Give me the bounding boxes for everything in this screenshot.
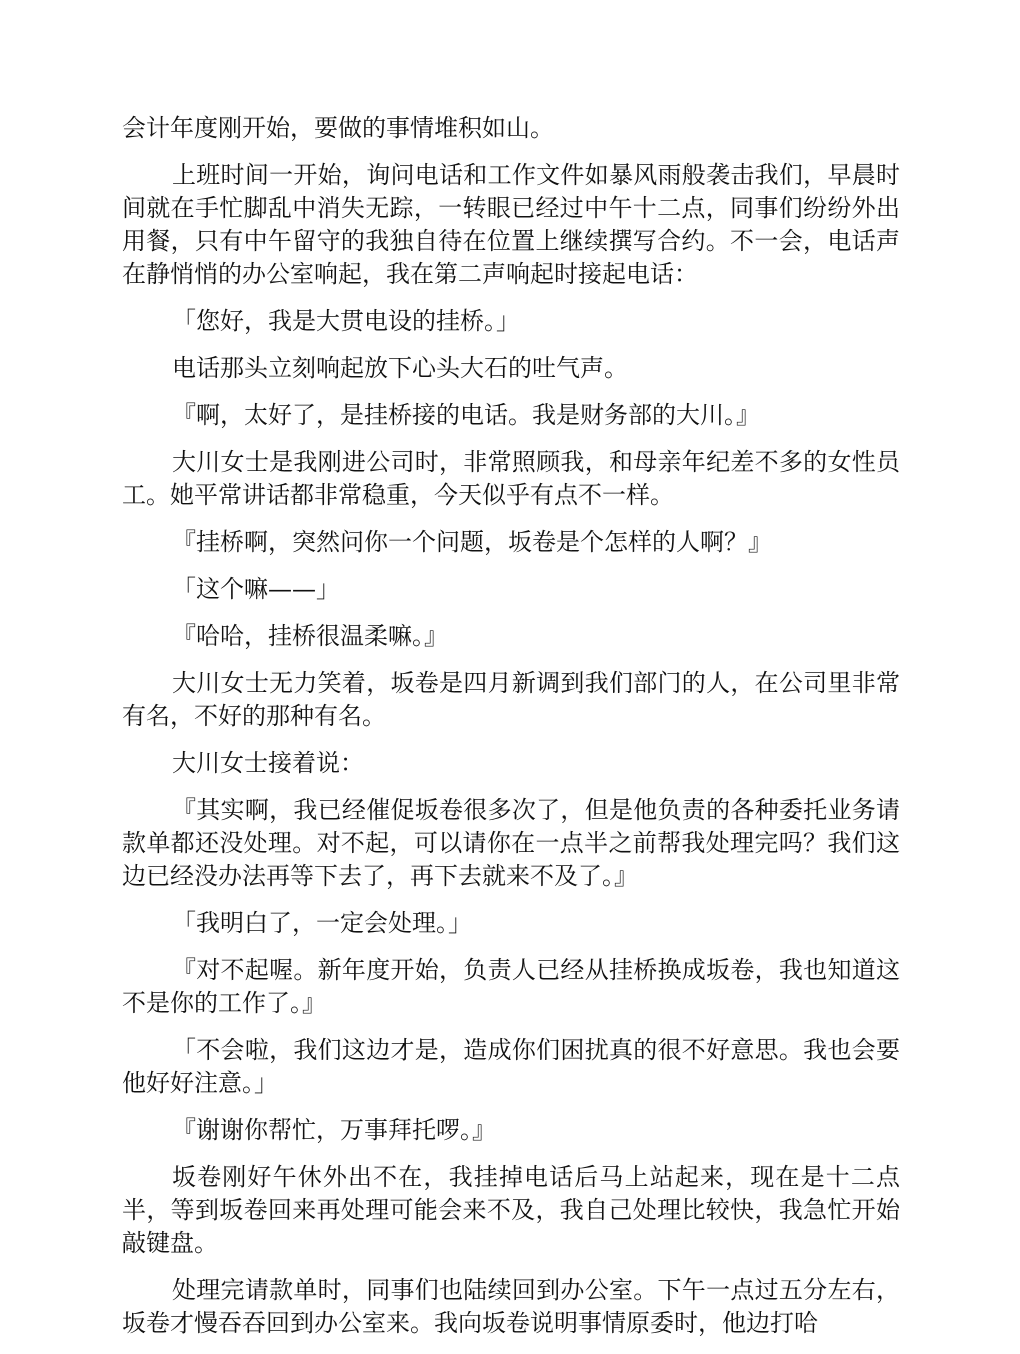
- paragraph: 大川女士接着说：: [172, 749, 364, 777]
- paragraph: 『挂桥啊，突然问你一个问题，坂卷是个怎样的人啊？』: [172, 528, 772, 556]
- paragraph: 坂卷刚好午休外出不在，我挂掉电话后马上站起来，现在是十二点半，等到坂卷回来再处理可能会来不及，我自己处理比较快，我急忙开始敲键盘。: [122, 1163, 900, 1257]
- paragraph: 会计年度刚开始，要做的事情堆积如山。: [122, 114, 554, 142]
- paragraph: 「您好，我是大贯电设的挂桥。」: [172, 307, 520, 335]
- paragraph: 大川女士无力笑着，坂卷是四月新调到我们部门的人，在公司里非常有名，不好的那种有名。: [122, 669, 900, 730]
- paragraph: 处理完请款单时，同事们也陆续回到办公室。下午一点过五分左右，坂卷才慢吞吞回到办公室来。我向坂卷说明事情原委时，他边打哈: [122, 1276, 900, 1337]
- document-page: [122, 112, 900, 1354]
- paragraph: 『对不起喔。新年度开始，负责人已经从挂桥换成坂卷，我也知道这不是你的工作了。』: [122, 956, 900, 1017]
- paragraph: 『谢谢你帮忙，万事拜托啰。』: [172, 1116, 496, 1144]
- paragraph: 电话那头立刻响起放下心头大石的吐气声。: [172, 354, 628, 382]
- paragraph: 『啊，太好了，是挂桥接的电话。我是财务部的大川。』: [172, 401, 760, 429]
- paragraph: 「不会啦，我们这边才是，造成你们困扰真的很不好意思。我也会要他好好注意。」: [122, 1036, 900, 1097]
- paragraph: 「这个嘛——」: [172, 575, 340, 603]
- paragraph: 『其实啊，我已经催促坂卷很多次了，但是他负责的各种委托业务请款单都还没处理。对不起，可以请你在一点半之前帮我处理完吗？我们这边已经没办法再等下去了，再下去就来不及了。』: [122, 796, 900, 890]
- paragraph: 上班时间一开始，询问电话和工作文件如暴风雨般袭击我们，早晨时间就在手忙脚乱中消失无踪，一转眼已经过中午十二点，同事们纷纷外出用餐，只有中午留守的我独自待在位置上继续撰写合约。不一会，电话声在静悄悄的办公室响起，我在第二声响起时接起电话：: [122, 161, 900, 288]
- paragraph: 大川女士是我刚进公司时，非常照顾我，和母亲年纪差不多的女性员工。她平常讲话都非常稳重，今天似乎有点不一样。: [122, 448, 900, 509]
- paragraph: 「我明白了，一定会处理。」: [172, 909, 472, 937]
- paragraph: 『哈哈，挂桥很温柔嘛。』: [172, 622, 448, 650]
